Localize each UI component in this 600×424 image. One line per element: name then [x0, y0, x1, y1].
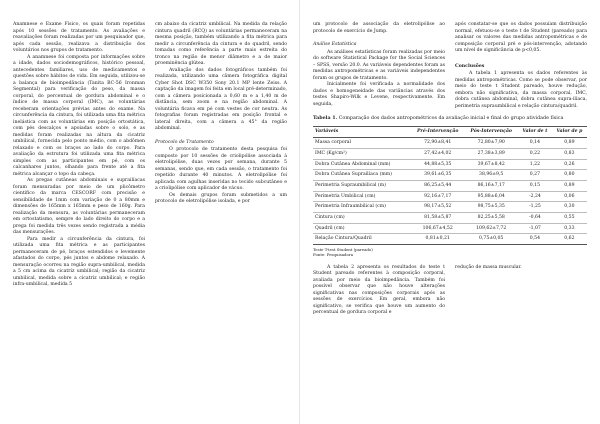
table-cell: Massa corporal [313, 138, 411, 149]
table-cell: Perimetria Infraumbilical (cm) [313, 202, 411, 213]
right-page-columns-below [313, 265, 587, 317]
right-column-below-2 [455, 265, 587, 317]
table-row [313, 148, 587, 159]
paragraph: Para medir a circunferência da cintura, foi utilizada uma fita métrica e as participantes permaneceram de pé, braços estendidos e levemente afastados do corpo, pés juntos e abdome relaxado. A mensuração ocorreu na região supra-umbilical, medida a 5 cm acima da cicatriz umbilical; região da cicatriz umbilical, medida sobre a cicatriz umbilical; e região infra-umbilical, medida 5 [13, 236, 145, 287]
table-block [313, 115, 587, 258]
table-cell: 0,06 [552, 191, 587, 202]
left-column-1 [13, 22, 145, 289]
table-cell: 27,42±4,02 [411, 148, 464, 159]
paragraph: A tabela 1 apresenta os dados referentes às medidas antropométricas. Como se pode observar, por meio do teste t Student pareado, houve redução, embora não significativa, da massa corporal, IMC, dobra cutânea abdominal, dobra cutânea supra-ilíaca, perimetria supraumbilical e relação cintura/quadril. [455, 71, 587, 109]
table-source: Fonte: Pesquisadora [313, 252, 354, 258]
table-cell: 0,15 [518, 180, 552, 191]
table-cell: 0,81±0,21 [411, 234, 464, 245]
paragraph: Anamnese e Exame Físico, os quais foram repetidas após 10 sessões de tratamento. As avaliações e reavaliações foram realizadas por um pesquisador que, após cada sessão, realizava a distribuição dos voluntários nos grupos de tratamento. [13, 22, 145, 53]
table-cell: 0,33 [552, 223, 587, 234]
table-cell: 0,30 [552, 202, 587, 213]
table-cell: 72,90±8,41 [411, 138, 464, 149]
table-cell: 0,80 [552, 170, 587, 181]
table-row [313, 191, 587, 202]
table-cell: 98,75±5,35 [464, 202, 518, 213]
anthropometric-table [313, 126, 587, 245]
section-heading: Protocolo de Tratamento [155, 139, 214, 145]
table-row [313, 170, 587, 181]
table-cell: Perimetria Supraumbilical (m) [313, 180, 411, 191]
conclusion-heading: Conclusões [455, 63, 485, 69]
column-header: Valor de p [552, 127, 587, 138]
table-cell: 0,89 [552, 180, 587, 191]
column-header: Pós-Intervenção [464, 127, 518, 138]
table-row [313, 213, 587, 224]
column-header: Pré-Intervenção [411, 127, 464, 138]
page-footer [13, 412, 287, 417]
table-cell: 39,61±6,35 [411, 170, 464, 181]
table-cell: 81,58±5,87 [411, 213, 464, 224]
table-cell: 0,89 [552, 138, 587, 149]
table-cell: Dobra Cutânea Suprailíaca (mm) [313, 170, 411, 181]
table-cell: -1,07 [518, 223, 552, 234]
table-row [313, 234, 587, 245]
paragraph: A anamnese foi composta por informações sobre a idade, dados sociodemográficos, histórico pessoal, antecedentes familiares, uso de medicamentos e questões sobre hábitos de vida. Em seguida, utilizou-se a balança de bioimpedância (Tanita BC-56 Ironman Segmental) para verificação do peso, da massa corporal, do percentual de gordura abdominal e o índice de massa corporal (IMC), as voluntárias receberam orientações prévias antes do exame. Na circunferência da cintura, foi utilizada uma fita métrica inelástica com as voluntárias em posição ortostática, com pés descalços e apoiadas sobre o solo, e as medidas foram realizadas na altura da cicatriz umbilical, fornecida pelo ponto médio, com o abdômen relaxado e com os braços ao lado do corpo. Para avaliação da estrutura foi utilizada uma fita métrica simples com as participantes em pé, com os calcanhares juntos, olhando para frente até a fita métrica alcançar o topo da cabeça. [13, 54, 145, 177]
table-row [313, 223, 587, 234]
paragraph: um protocolo de associação da eletrolipólise ao protocolo de exercício de Jump. [313, 22, 445, 34]
paragraph: redução de massa muscular. [455, 264, 522, 270]
paragraph: As pregas cutâneas abdominais e suprailíacas foram mensuradas por meio de um plicômetro científico da marca CESCORF com precisão e sensibilidade de 1mm com variação de 0 a 80mm e dimensões de 165mm x 165mm e peso de 160g. Para realização da mensura, as voluntárias permaneceram em ortostatismo, sempre do lado direito do corpo e a prega foi medida três vezes sendo registrada a média das mensurações. [13, 178, 145, 235]
table-cell: IMC (Kg/cm²) [313, 148, 411, 159]
table-cell: 109,62±7,72 [464, 223, 518, 234]
paragraph: após constatar-se que os dados possuíam distribuição normal, efetuou-se o teste t de Student (pareado) para analisar os valores das medidas antropométricas e de composição corporal pré e pós-intervenção, adotando um nível de significância de p<0,05. [455, 22, 587, 53]
table-cell: 39,67±8,42 [464, 159, 518, 170]
left-column-2 [155, 22, 287, 289]
table-header-row [313, 127, 587, 138]
table-cell: 0,54 [518, 234, 552, 245]
table-cell: 0,26 [552, 159, 587, 170]
paragraph: A tabela 2 apresenta os resultados do teste t Student pareado referentes à composição corporal, avaliada por meio da bioimpedância. Também foi possível observar que não houve alterações significativas nas composições corporais após as sessões de exercícios. Em geral, embora não significativo, se verifica que houve um aumento do percentual de gordura corporal e [313, 264, 445, 316]
table-cell: 98,17±5,52 [411, 202, 464, 213]
table-row [313, 180, 587, 191]
table-row [313, 159, 587, 170]
table-cell: 44,88±5,35 [411, 159, 464, 170]
table-cell: 86,25±5,44 [411, 180, 464, 191]
table-cell: 0,14 [518, 138, 552, 149]
table-caption [313, 115, 587, 122]
table-cell: 72,80±7,90 [464, 138, 518, 149]
table-cell: -2,24 [518, 191, 552, 202]
table-row [313, 202, 587, 213]
table-cell: Dobra Cutânea Abdominal (mm) [313, 159, 411, 170]
table-cell: 38,96±9,5 [464, 170, 518, 181]
table-cell: Perimetria Umbilical (cm) [313, 191, 411, 202]
page-footer [313, 412, 587, 417]
table-cell: -1,25 [518, 202, 552, 213]
paragraph: Avaliação dos dados fotográficos também foi realizada, utilizando uma câmera fotográfica digital Cyber Shot DSC W350 Sony 20.1 MP lente Zeiss. A captação da imagem foi feita em local pré-determinado, com a câmera posicionada a 0,60 m e a 1,40 m de distância, sem zoom e na região abdominal. A voluntária ficava em pé com vestes de cor neutra. As fotografias foram registradas em posição frontal e lateral direita, com a câmera a 45° da região abdominal. [155, 67, 287, 131]
table-cell: 27,38±3,89 [464, 148, 518, 159]
table-caption-label: Tabela 1. [313, 115, 338, 121]
section-heading: Análise Estatística [313, 42, 357, 47]
right-page-columns [313, 22, 587, 110]
right-column-below-1 [313, 265, 445, 317]
table-cell: 0,62 [552, 234, 587, 245]
table-row [313, 138, 587, 149]
table-cell: 0,22 [518, 148, 552, 159]
right-column-2 [455, 22, 587, 110]
paragraph: Os demais grupos foram submetidos a um protocolo de eletrolipólise isolada, e por [155, 192, 287, 204]
column-header: Variáveis [313, 127, 411, 138]
table-cell: 92,16±7,17 [411, 191, 464, 202]
table-cell: 82,25±5,58 [464, 213, 518, 224]
paragraph: Inicialmente foi verificada a normalidade dos dados e homogeneidade das variâncias através dos testes Shapiro-Wilk e Levene, respectivamente. Em seguida, [313, 82, 445, 107]
table-cell: Relação Cintura/Quadril [313, 234, 411, 245]
right-page [300, 0, 600, 424]
right-column-1 [313, 22, 445, 110]
table-cell: Cintura (cm) [313, 213, 411, 224]
left-page-columns [13, 22, 287, 289]
column-header: Valor de t [518, 127, 552, 138]
table-cell: 86,16±7,17 [464, 180, 518, 191]
paragraph: O protocolo de tratamento desta pesquisa foi composto por 10 sessões de criolipólise associada à eletrolipólise, duas vezes por semana, durante 5 semanas, sendo que, em cada sessão, o tratamento foi repetido durante 40 minutos. A eletrolipólise foi aplicada com agulhas inseridas no tecido subcutâneo e a criolipólise com aplicador de vácuo. [155, 147, 287, 191]
table-cell: -0,64 [518, 213, 552, 224]
paragraph: As análises estatísticas foram realizadas por meio do software Statistical Package for the Social Sciences – SPSS, versão 20.0. As variáveis dependentes foram as medidas antropométricas e as variáveis independentes foram os grupos de tratamento. [313, 49, 445, 81]
table-cell: 0,27 [518, 170, 552, 181]
table-cell: 1,22 [518, 159, 552, 170]
table-caption-text: Comparação dos dados antropométricos da avaliação inicial e final do grupo atividade física [338, 116, 564, 121]
table-note: Teste T-test Student (pareado) [313, 247, 373, 253]
table-cell: 95,88±6,04 [464, 191, 518, 202]
table-cell: 0,55 [552, 213, 587, 224]
table-cell: 106,67±4,52 [411, 223, 464, 234]
table-cell: 0,83 [552, 148, 587, 159]
table-cell: Quadril (cm) [313, 223, 411, 234]
paragraph: cm abaixo da cicatriz umbilical. Na medida da relação cintura quadril (RCQ) as voluntárias permaneceram na mesma posição, também utilizando a fita métrica para medir a circunferência da cintura e do quadril, sendo tomadas como referência a parte mais estreita do tronco na região de menor diâmetro e a de maior proeminência glútea. [155, 22, 287, 66]
table-cell: 0,75±0,05 [464, 234, 518, 245]
